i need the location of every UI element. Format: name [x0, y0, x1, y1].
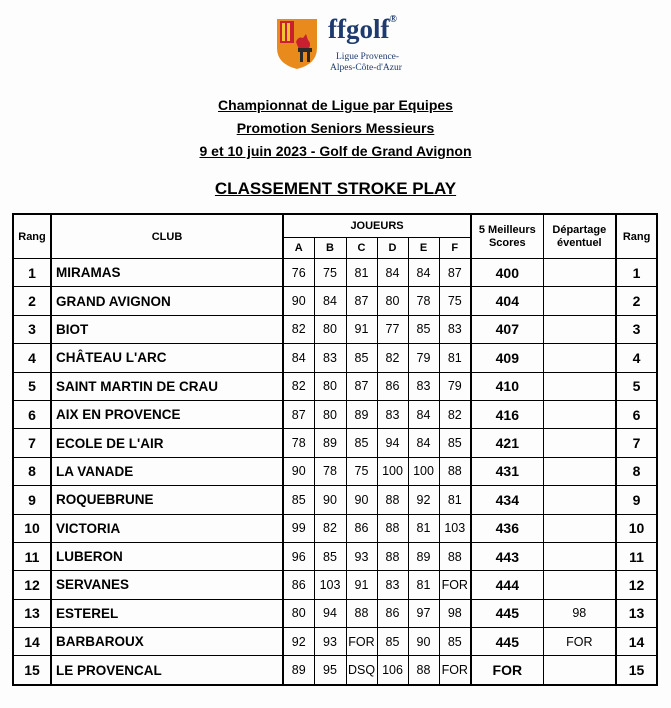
- score-c-cell: 91: [346, 571, 377, 599]
- table-row: [13, 400, 657, 428]
- rank-right-cell: 10: [616, 514, 657, 542]
- table-row: [13, 344, 657, 372]
- score-b-cell: 94: [314, 599, 346, 627]
- col-best-scores: [471, 214, 543, 259]
- score-a-cell: 96: [283, 542, 314, 570]
- ligue-shield-icon: [276, 18, 318, 70]
- score-d-cell: 88: [377, 514, 408, 542]
- rank-right-cell: 14: [616, 628, 657, 656]
- championship-title: Championnat de Ligue par Equipes: [218, 97, 453, 113]
- col-departage-l2: éventuel: [556, 236, 602, 249]
- table-row: [13, 315, 657, 343]
- ligue-subtitle-line1: Ligue Provence-: [336, 52, 400, 62]
- score-c-cell: 85: [346, 344, 377, 372]
- score-e-cell: 92: [408, 486, 439, 514]
- table-row: [13, 486, 657, 514]
- score-f-cell: 87: [439, 259, 471, 287]
- club-cell: ECOLE DE L'AIR: [51, 429, 283, 457]
- score-e-cell: 90: [408, 628, 439, 656]
- score-f-cell: FOR: [439, 571, 471, 599]
- club-cell: CHÂTEAU L'ARC: [51, 344, 283, 372]
- score-b-cell: 80: [314, 315, 346, 343]
- rank-cell: 6: [13, 400, 51, 428]
- score-a-cell: 86: [283, 571, 314, 599]
- col-player-d: D: [377, 238, 408, 259]
- score-c-cell: 81: [346, 259, 377, 287]
- col-player-b: B: [314, 238, 346, 259]
- col-departage-l1: Départage: [552, 223, 607, 236]
- departage-cell: [543, 287, 616, 315]
- best-scores-cell: 445: [471, 599, 543, 627]
- departage-cell: [543, 571, 616, 599]
- rank-cell: 13: [13, 599, 51, 627]
- score-a-cell: 92: [283, 628, 314, 656]
- table-row: [13, 656, 657, 685]
- score-b-cell: 80: [314, 372, 346, 400]
- score-b-cell: 89: [314, 429, 346, 457]
- score-d-cell: 83: [377, 400, 408, 428]
- rank-right-cell: 13: [616, 599, 657, 627]
- col-best-scores-l1: 5 Meilleurs: [478, 223, 536, 236]
- table-row: [13, 259, 657, 287]
- score-a-cell: 82: [283, 372, 314, 400]
- ligue-subtitle-line2: Alpes-Côte-d'Azur: [330, 63, 402, 73]
- score-e-cell: 78: [408, 287, 439, 315]
- score-f-cell: 79: [439, 372, 471, 400]
- rank-right-cell: 3: [616, 315, 657, 343]
- score-f-cell: 83: [439, 315, 471, 343]
- score-f-cell: 103: [439, 514, 471, 542]
- table-row: [13, 287, 657, 315]
- best-scores-cell: 431: [471, 457, 543, 485]
- club-cell: VICTORIA: [51, 514, 283, 542]
- score-d-cell: 94: [377, 429, 408, 457]
- score-e-cell: 85: [408, 315, 439, 343]
- best-scores-cell: 410: [471, 372, 543, 400]
- rank-cell: 5: [13, 372, 51, 400]
- club-cell: ROQUEBRUNE: [51, 486, 283, 514]
- table-row: [13, 457, 657, 485]
- departage-cell: [543, 486, 616, 514]
- score-d-cell: 88: [377, 542, 408, 570]
- club-cell: SERVANES: [51, 571, 283, 599]
- rank-cell: 4: [13, 344, 51, 372]
- score-a-cell: 90: [283, 457, 314, 485]
- score-a-cell: 89: [283, 656, 314, 685]
- ffgolf-logo: [276, 12, 416, 74]
- table-row: [13, 372, 657, 400]
- club-cell: BARBAROUX: [51, 628, 283, 656]
- score-c-cell: 91: [346, 315, 377, 343]
- rank-right-cell: 9: [616, 486, 657, 514]
- score-e-cell: 89: [408, 542, 439, 570]
- score-f-cell: 85: [439, 628, 471, 656]
- departage-cell: [543, 344, 616, 372]
- score-e-cell: 100: [408, 457, 439, 485]
- col-player-f: F: [439, 238, 471, 259]
- date-venue: 9 et 10 juin 2023 - Golf de Grand Avignon: [199, 143, 472, 159]
- results-body: [13, 259, 657, 685]
- rank-right-cell: 5: [616, 372, 657, 400]
- table-row: [13, 599, 657, 627]
- score-b-cell: 93: [314, 628, 346, 656]
- rank-cell: 9: [13, 486, 51, 514]
- rank-cell: 15: [13, 656, 51, 685]
- table-row: [13, 628, 657, 656]
- departage-cell: [543, 656, 616, 685]
- score-d-cell: 86: [377, 372, 408, 400]
- score-b-cell: 90: [314, 486, 346, 514]
- club-cell: MIRAMAS: [51, 259, 283, 287]
- results-table: [12, 213, 658, 686]
- rank-cell: 14: [13, 628, 51, 656]
- score-c-cell: 85: [346, 429, 377, 457]
- score-e-cell: 81: [408, 514, 439, 542]
- score-c-cell: 87: [346, 287, 377, 315]
- rank-right-cell: 7: [616, 429, 657, 457]
- score-d-cell: 84: [377, 259, 408, 287]
- best-scores-cell: FOR: [471, 656, 543, 685]
- best-scores-cell: 436: [471, 514, 543, 542]
- best-scores-cell: 421: [471, 429, 543, 457]
- score-b-cell: 82: [314, 514, 346, 542]
- score-a-cell: 85: [283, 486, 314, 514]
- col-club: CLUB: [51, 214, 283, 259]
- col-rang-right: Rang: [616, 214, 657, 259]
- departage-cell: [543, 372, 616, 400]
- departage-cell: 98: [543, 599, 616, 627]
- rank-cell: 10: [13, 514, 51, 542]
- score-e-cell: 79: [408, 344, 439, 372]
- score-c-cell: 89: [346, 400, 377, 428]
- score-f-cell: 82: [439, 400, 471, 428]
- score-d-cell: 80: [377, 287, 408, 315]
- score-e-cell: 83: [408, 372, 439, 400]
- score-c-cell: 75: [346, 457, 377, 485]
- score-c-cell: 87: [346, 372, 377, 400]
- score-a-cell: 87: [283, 400, 314, 428]
- rank-cell: 8: [13, 457, 51, 485]
- best-scores-cell: 400: [471, 259, 543, 287]
- rank-right-cell: 8: [616, 457, 657, 485]
- club-cell: LUBERON: [51, 542, 283, 570]
- best-scores-cell: 445: [471, 628, 543, 656]
- club-cell: GRAND AVIGNON: [51, 287, 283, 315]
- score-d-cell: 85: [377, 628, 408, 656]
- table-row: [13, 429, 657, 457]
- club-cell: ESTEREL: [51, 599, 283, 627]
- score-f-cell: 98: [439, 599, 471, 627]
- col-rang: Rang: [13, 214, 51, 259]
- rank-cell: 7: [13, 429, 51, 457]
- best-scores-cell: 409: [471, 344, 543, 372]
- registered-mark: ®: [389, 14, 397, 25]
- score-b-cell: 78: [314, 457, 346, 485]
- score-f-cell: 88: [439, 457, 471, 485]
- score-a-cell: 76: [283, 259, 314, 287]
- rank-right-cell: 12: [616, 571, 657, 599]
- rank-cell: 3: [13, 315, 51, 343]
- score-d-cell: 77: [377, 315, 408, 343]
- best-scores-cell: 443: [471, 542, 543, 570]
- departage-cell: [543, 514, 616, 542]
- best-scores-cell: 407: [471, 315, 543, 343]
- page-title: CLASSEMENT STROKE PLAY: [214, 179, 457, 198]
- departage-cell: [543, 429, 616, 457]
- score-a-cell: 90: [283, 287, 314, 315]
- score-d-cell: 106: [377, 656, 408, 685]
- score-f-cell: FOR: [439, 656, 471, 685]
- rank-cell: 1: [13, 259, 51, 287]
- table-row: [13, 571, 657, 599]
- col-joueurs: JOUEURS: [283, 214, 471, 238]
- score-d-cell: 100: [377, 457, 408, 485]
- best-scores-cell: 404: [471, 287, 543, 315]
- table-row: [13, 514, 657, 542]
- score-d-cell: 83: [377, 571, 408, 599]
- score-b-cell: 84: [314, 287, 346, 315]
- score-a-cell: 82: [283, 315, 314, 343]
- score-c-cell: 86: [346, 514, 377, 542]
- brand-name: ffgolf®: [328, 14, 397, 44]
- club-cell: LE PROVENCAL: [51, 656, 283, 685]
- table-row: [13, 542, 657, 570]
- club-cell: LA VANADE: [51, 457, 283, 485]
- score-b-cell: 103: [314, 571, 346, 599]
- departage-cell: [543, 400, 616, 428]
- score-e-cell: 84: [408, 400, 439, 428]
- departage-cell: FOR: [543, 628, 616, 656]
- score-f-cell: 85: [439, 429, 471, 457]
- score-a-cell: 80: [283, 599, 314, 627]
- departage-cell: [543, 457, 616, 485]
- rank-right-cell: 15: [616, 656, 657, 685]
- score-f-cell: 75: [439, 287, 471, 315]
- score-c-cell: FOR: [346, 628, 377, 656]
- score-b-cell: 80: [314, 400, 346, 428]
- score-f-cell: 88: [439, 542, 471, 570]
- rank-right-cell: 4: [616, 344, 657, 372]
- score-a-cell: 84: [283, 344, 314, 372]
- score-e-cell: 84: [408, 259, 439, 287]
- club-cell: BIOT: [51, 315, 283, 343]
- col-departage: [543, 214, 616, 259]
- score-e-cell: 81: [408, 571, 439, 599]
- rank-right-cell: 2: [616, 287, 657, 315]
- rank-right-cell: 6: [616, 400, 657, 428]
- score-a-cell: 78: [283, 429, 314, 457]
- rank-cell: 11: [13, 542, 51, 570]
- score-c-cell: 88: [346, 599, 377, 627]
- col-player-c: C: [346, 238, 377, 259]
- score-d-cell: 86: [377, 599, 408, 627]
- score-d-cell: 88: [377, 486, 408, 514]
- score-d-cell: 82: [377, 344, 408, 372]
- rank-right-cell: 1: [616, 259, 657, 287]
- club-cell: AIX EN PROVENCE: [51, 400, 283, 428]
- departage-cell: [543, 315, 616, 343]
- score-e-cell: 97: [408, 599, 439, 627]
- club-cell: SAINT MARTIN DE CRAU: [51, 372, 283, 400]
- best-scores-cell: 434: [471, 486, 543, 514]
- score-b-cell: 85: [314, 542, 346, 570]
- score-f-cell: 81: [439, 344, 471, 372]
- score-b-cell: 83: [314, 344, 346, 372]
- col-best-scores-l2: Scores: [488, 236, 526, 249]
- score-c-cell: 93: [346, 542, 377, 570]
- best-scores-cell: 416: [471, 400, 543, 428]
- departage-cell: [543, 542, 616, 570]
- departage-cell: [543, 259, 616, 287]
- rank-cell: 2: [13, 287, 51, 315]
- score-f-cell: 81: [439, 486, 471, 514]
- category-title: Promotion Seniors Messieurs: [236, 120, 435, 136]
- rank-cell: 12: [13, 571, 51, 599]
- score-a-cell: 99: [283, 514, 314, 542]
- rank-right-cell: 11: [616, 542, 657, 570]
- col-player-a: A: [283, 238, 314, 259]
- col-player-e: E: [408, 238, 439, 259]
- best-scores-cell: 444: [471, 571, 543, 599]
- score-e-cell: 84: [408, 429, 439, 457]
- score-b-cell: 75: [314, 259, 346, 287]
- score-b-cell: 95: [314, 656, 346, 685]
- score-e-cell: 88: [408, 656, 439, 685]
- score-c-cell: DSQ: [346, 656, 377, 685]
- score-c-cell: 90: [346, 486, 377, 514]
